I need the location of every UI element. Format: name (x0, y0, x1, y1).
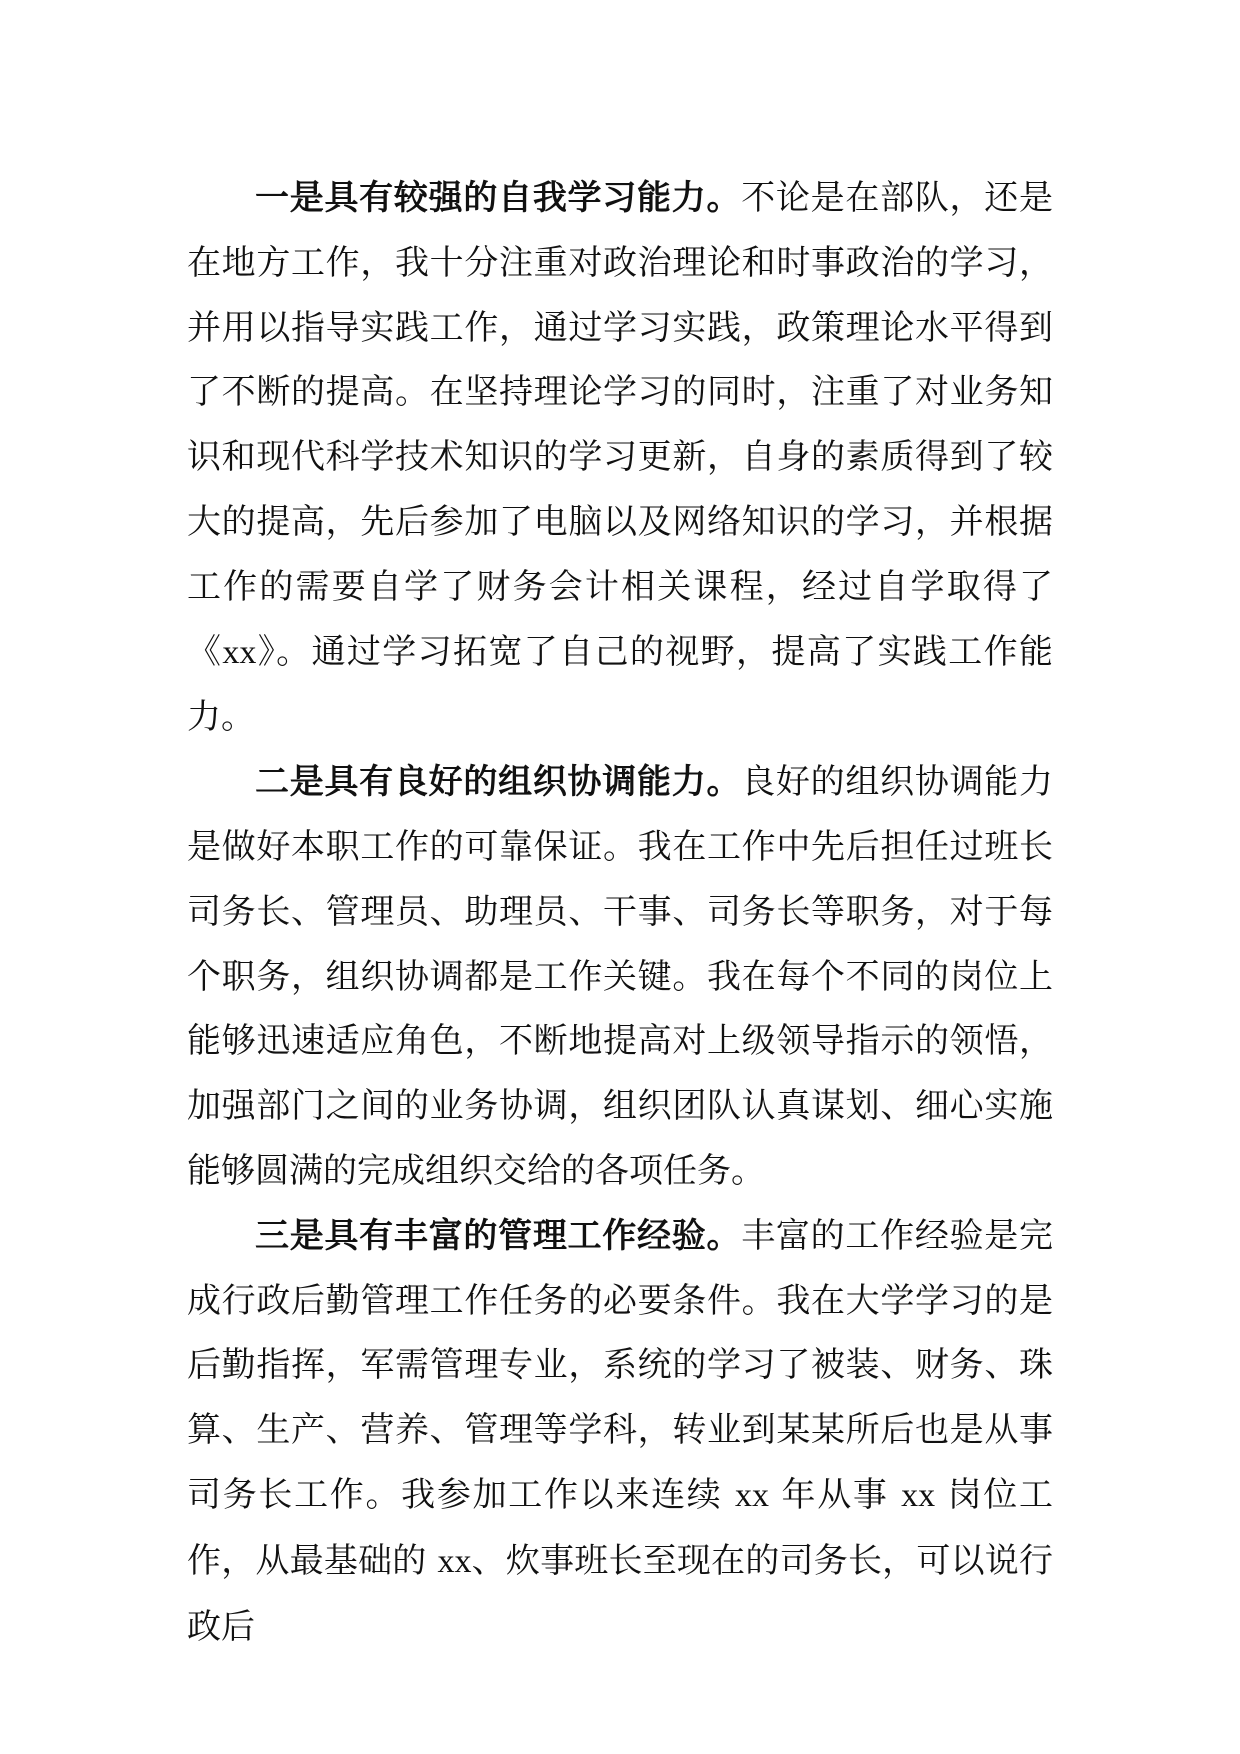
paragraph-heading: 二是具有良好的组织协调能力。 (255, 762, 742, 803)
paragraph-heading: 三是具有丰富的管理工作经验。 (255, 1215, 742, 1256)
paragraph-body: 》。通过学习拓宽了自己的视野，提高了实践工作能力。 (187, 631, 1053, 738)
paragraph-coordination (187, 750, 1053, 1204)
paragraph-self-learning (187, 166, 1053, 750)
document-page (187, 166, 1053, 1659)
placeholder-text: xx (734, 1476, 769, 1514)
paragraph-body: 不论是在部队，还是在地方工作，我十分注重对政治理论和时事政治的学习，并用以指导实践工作，通过学习实践，政策理论水平得到了不断的提高。在坚持理论学习的同时，注重了对业务知识和现代科学技术知识的学习更新，自身的素质得到了较大的提高，先后参加了电脑以及网络知识的学习，并根据工作的需要自学了财务会计相关课程，经过自学取得了《 (187, 178, 1054, 672)
paragraph-heading: 一是具有较强的自我学习能力。 (255, 178, 742, 218)
paragraph-body: 年从事 (768, 1474, 902, 1515)
placeholder-text: xx (901, 1476, 936, 1514)
paragraph-body: 、炊事班长至现在的司务长，可以说行政后 (187, 1540, 1053, 1647)
paragraph-body: 良好的组织协调能力是做好本职工作的可靠保证。我在工作中先后担任过班长司务长、管理员、助理员、干事、司务长等职务，对于每个职务，组织协调都是工作关键。我在每个不同的岗位上能够迅速适应角色，不断地提高对上级领导指示的领悟，加强部门之间的业务协调，组织团队认真谋划、细心实施能够圆满的完成组织交给的各项任务。 (187, 762, 1054, 1191)
paragraph-management-experience (187, 1204, 1053, 1660)
placeholder-text: xx (437, 1542, 472, 1580)
paragraph-body: 丰富的工作经验是完成行政后勤管理工作任务的必要条件。我在大学学习的是后勤指挥，军需管理专业，系统的学习了被装、财务、珠算、生产、营养、管理等学科，转业到某某所后也是从事司务长工作。我参加工作以来连续 (187, 1215, 1054, 1515)
placeholder-text: xx (222, 633, 257, 671)
paragraph-body: 岗位工作，从最基础的 (187, 1474, 1053, 1581)
